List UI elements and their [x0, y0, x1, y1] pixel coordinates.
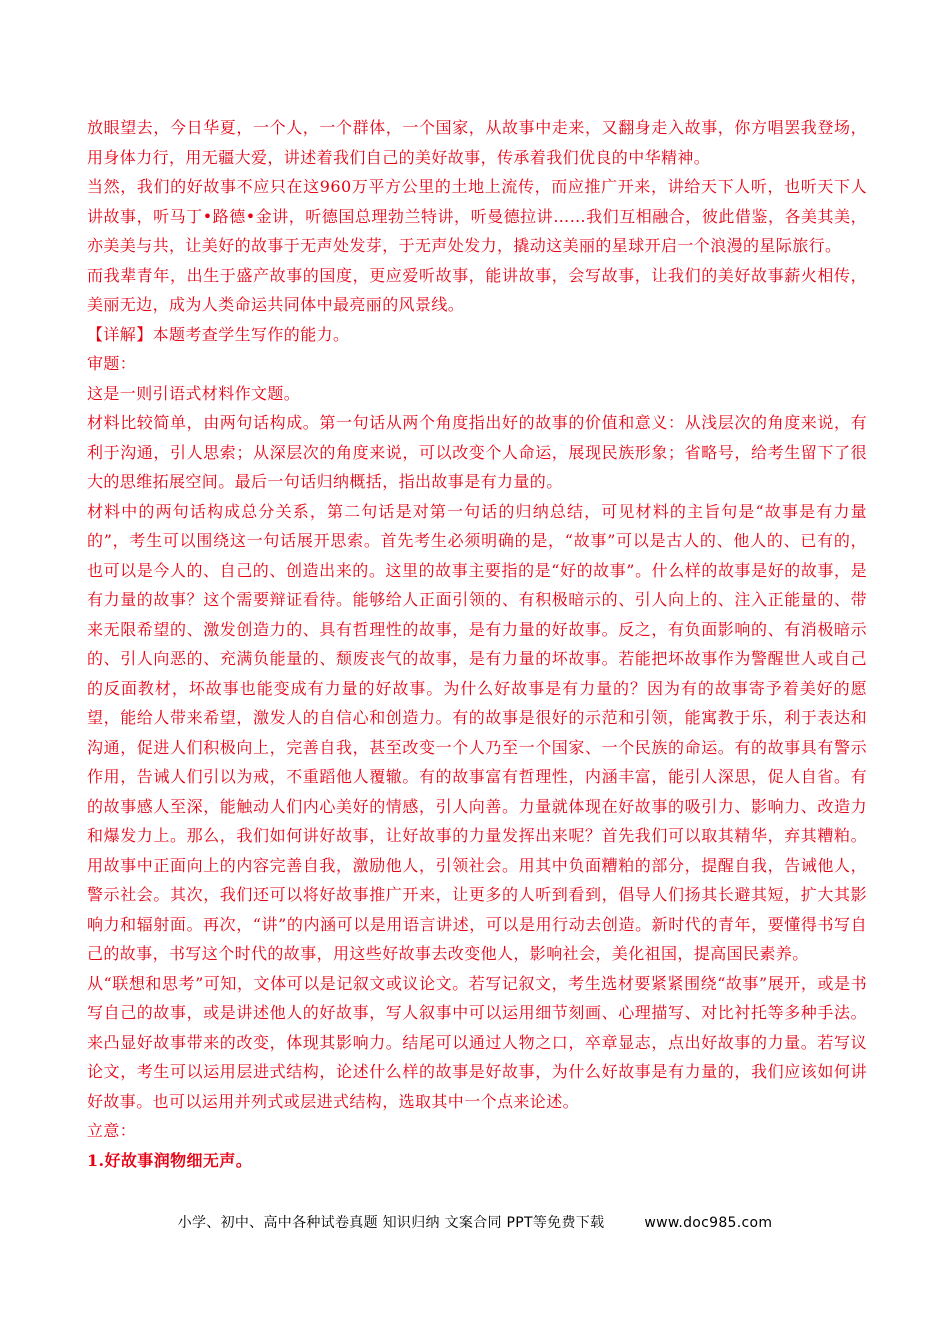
- paragraph-8: 材料中的两句话构成总分关系，第二句话是对第一句话的归纳总结，可见材料的主旨句是“故事是有力量的”，考生可以围绕这一句话展开思索。首先考生必须明确的是，“故事”可以是古人的、他人的、已有的，也可以是今人的、自己的、创造出来的。这里的故事主要指的是“好的故事”。什么样的故事是好的故事，是有力量的故事？这个需要辩证看待。能够给人正面引领的、有积极暗示的、引人向上的、注入正能量的、带来无限希望的、激发创造力的、具有哲理性的故事，是有力量的好故事。反之，有负面影响的、有消极暗示的、引人向恶的、充满负能量的、颓废丧气的故事，是有力量的坏故事。若能把坏故事作为警醒世人或自己的反面教材，坏故事也能变成有力量的好故事。为什么好故事是有力量的？因为有的故事寄予着美好的愿望，能给人带来希望，激发人的自信心和创造力。有的故事是很好的示范和引领，能寓教于乐，利于表达和沟通，促进人们积极向上，完善自我，甚至改变一个人乃至一个国家、一个民族的命运。有的故事具有警示作用，告诫人们引以为戒，不重蹈他人覆辙。有的故事富有哲理性，内涵丰富，能引人深思，促人自省。有的故事感人至深，能触动人们内心美好的情感，引人向善。力量就体现在好故事的吸引力、影响力、改造力和爆发力上。那么，我们如何讲好故事，让好故事的力量发挥出来呢？首先我们可以取其精华，弃其糟粕。用故事中正面向上的内容完善自我，激励他人，引领社会。用其中负面糟粕的部分，提醒自我，告诫他人，警示社会。其次，我们还可以将好故事推广开来，让更多的人听到看到，倡导人们扬其长避其短，扩大其影响力和辐射面。再次，“讲”的内涵可以是用语言讲述，可以是用行动去创造。新时代的青年，要懂得书写自己的故事，书写这个时代的故事，用这些好故事去改变他人，影响社会，美化祖国，提高国民素养。: [87, 501, 867, 963]
- paragraph-liyi-heading: 立意：: [87, 1121, 137, 1140]
- paragraph-6: 这是一则引语式材料作文题。: [87, 383, 301, 403]
- paragraph-shenti-heading: 审题：: [87, 354, 137, 373]
- paragraph-point-1: 1.好故事润物细无声。: [87, 1150, 253, 1170]
- paragraph-7: 材料比较简单，由两句话构成。第一句话从两个角度指出好的故事的价值和意义：从浅层次的角度来说，有利于沟通，引人思索；从深层次的角度来说，可以改变个人命运，展现民族形象；省略号，给考生留下了很大的思维拓展空间。最后一句话归纳概括，指出故事是有力量的。: [87, 413, 867, 491]
- page-footer: [0, 1212, 950, 1232]
- paragraph-detail: 【详解】本题考查学生写作的能力。: [87, 324, 350, 344]
- document-body: [87, 113, 867, 1175]
- paragraph-3: 而我辈青年，出生于盛产故事的国度，更应爱听故事，能讲故事，会写故事，让我们的美好故事薪火相传，美丽无边，成为人类命运共同体中最亮丽的风景线。: [87, 265, 867, 314]
- paragraph-9: 从“联想和思考”可知，文体可以是记叙文或议论文。若写记叙文，考生选材要紧紧围绕“故事”展开，或是书写自己的故事，或是讲述他人的好故事，写人叙事中可以运用细节刻画、心理描写、对比衬托等多种手法。来凸显好故事带来的改变，体现其影响力。结尾可以通过人物之口，卒章显志，点出好故事的力量。若写议论文，考生可以运用层进式结构，论述什么样的故事是好故事，为什么好故事是有力量的，我们应该如何讲好故事。也可以运用并列式或层进式结构，选取其中一个点来论述。: [87, 973, 867, 1111]
- paragraph-1: 放眼望去，今日华夏，一个人，一个群体，一个国家，从故事中走来，又翻身走入故事，你方唱罢我登场，用身体力行，用无疆大爱，讲述着我们自己的美好故事，传承着我们优良的中华精神。: [87, 118, 867, 167]
- paragraph-2: 当然，我们的好故事不应只在这960万平方公里的土地上流传，而应推广开来，讲给天下人听，也听天下人讲故事，听马丁•路德•金讲，听德国总理勃兰特讲，听曼德拉讲……我们互相融合，彼此借鉴，各美其美，亦美美与共，让美好的故事于无声处发芽，于无声处发力，撬动这美丽的星球开启一个浪漫的星际旅行。: [87, 177, 867, 255]
- footer-site-link[interactable]: www.doc985.com: [644, 1215, 773, 1231]
- footer-text: 小学、初中、高中各种试卷真题 知识归纳 文案合同 PPT等免费下载: [177, 1215, 605, 1231]
